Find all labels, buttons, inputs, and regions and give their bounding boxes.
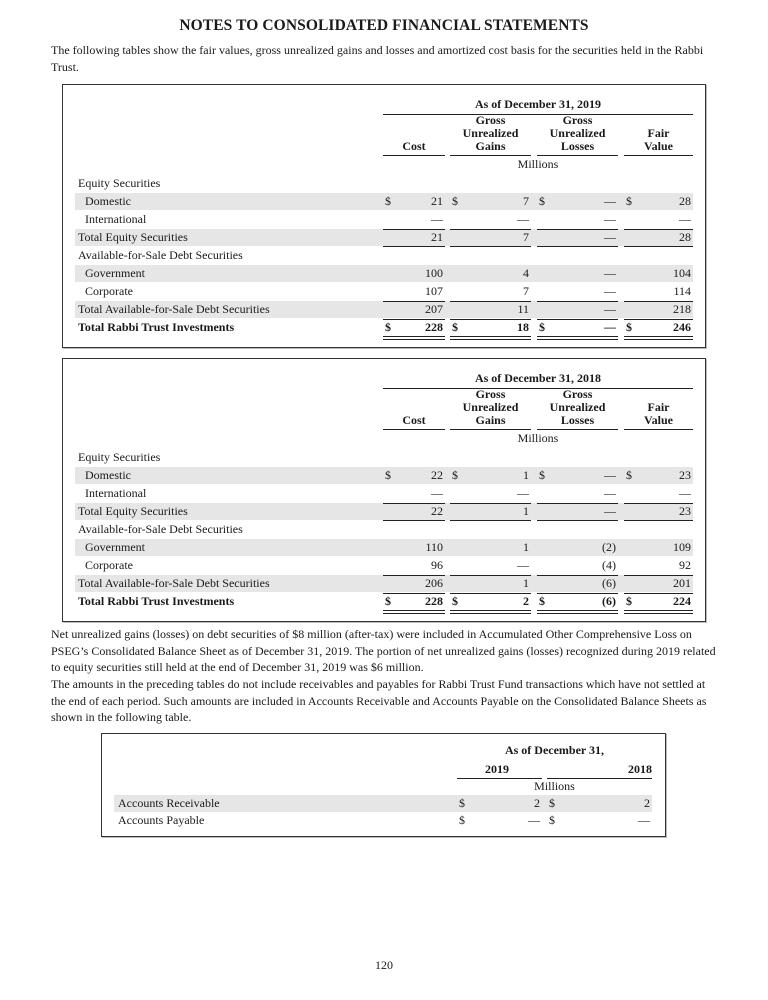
cell-cost (383, 193, 445, 210)
value-losses: — (604, 230, 616, 244)
cell-fair (624, 503, 693, 520)
total-row (75, 575, 693, 592)
row-label: Government (85, 540, 145, 554)
value-gains: 1 (523, 540, 529, 554)
section-header-row (75, 449, 693, 466)
table-row (75, 557, 693, 574)
row-label: Available-for-Sale Debt Securities (78, 248, 243, 262)
value-cost: 107 (425, 284, 443, 298)
cell-losses (537, 503, 618, 520)
col-losses-header: Gross Unrealized Losses (549, 387, 606, 427)
cell-cost (383, 319, 445, 336)
value-losses: (2) (602, 540, 616, 554)
cell-fair (624, 265, 693, 282)
value-cost: 96 (431, 558, 443, 572)
row-label: Equity Securities (78, 450, 161, 464)
dollar-sign: $ (385, 320, 391, 334)
value-gains: 2 (523, 594, 529, 608)
units-label: Millions (517, 431, 559, 445)
col-fair-header: Fair Value (644, 400, 673, 427)
dollar-sign: $ (539, 194, 545, 208)
value-gains: 1 (523, 504, 529, 518)
units-label: Millions (517, 157, 559, 171)
row-label: Equity Securities (78, 176, 161, 190)
period-header: As of December 31, (504, 743, 605, 757)
cell-losses (537, 467, 618, 484)
cell-losses (537, 229, 618, 246)
value-fair: 92 (679, 558, 691, 572)
value-losses: — (604, 504, 616, 518)
value-fair: 104 (673, 266, 691, 280)
table-row (75, 283, 693, 300)
units-label: Millions (534, 779, 575, 793)
cell-cost (383, 593, 445, 610)
dollar-sign: $ (549, 813, 555, 827)
cell-losses (537, 301, 618, 318)
cell-gains (450, 557, 531, 574)
value-cost: 207 (425, 302, 443, 316)
value-fair: 246 (673, 320, 691, 334)
value-gains: 1 (523, 468, 529, 482)
cell-fair (624, 557, 693, 574)
value-losses: — (604, 284, 616, 298)
paragraph-receivables-payables: The amounts in the preceding tables do not include receivables and payables for Rabbi Trust Fund transactions which have not settled at the end of each period. Such amounts are included in Accounts Receivable and Accounts Payable on the Consolidated Balance Sheets as shown in the following table. (51, 677, 707, 724)
row-label: Corporate (85, 284, 133, 298)
value-losses: — (604, 486, 616, 500)
value-gains: — (517, 212, 529, 226)
cell-cost (383, 229, 445, 246)
cell-fair (624, 193, 693, 210)
period-header: As of December 31, 2018 (474, 371, 602, 385)
cell-gains (450, 265, 531, 282)
table-row (75, 193, 693, 210)
cell-losses (537, 539, 618, 556)
value-cost: — (431, 486, 443, 500)
value-fair: 109 (673, 540, 691, 554)
value-losses: — (604, 320, 616, 334)
cell-gains (450, 575, 531, 592)
row-label: Corporate (85, 558, 133, 572)
col-losses-header: Gross Unrealized Losses (549, 113, 606, 153)
row-label: Domestic (85, 194, 131, 208)
dollar-sign: $ (385, 594, 391, 608)
cell-cost (383, 283, 445, 300)
dollar-sign: $ (539, 594, 545, 608)
col-gains-header: Gross Unrealized Gains (462, 387, 519, 427)
value-fair: 23 (679, 468, 691, 482)
section-header-row (75, 175, 693, 192)
page-title: NOTES TO CONSOLIDATED FINANCIAL STATEMENTS (179, 17, 589, 34)
table-row (75, 539, 693, 556)
dollar-sign: $ (459, 796, 465, 810)
row-label: Total Equity Securities (78, 504, 188, 518)
page-number: 120 (375, 958, 393, 972)
paragraph-net-unrealized: Net unrealized gains (losses) on debt securities of $8 million (after-tax) were included in Accumulated Other Comprehensive Loss on PSEG’s Consolidated Balance Sheet as of December 31, 2019. The portion of net unrealized gains (losses) recognized during 2019 related to equity securities still held at the end of December 31, 2019 was $6 million. (51, 627, 716, 674)
cell-gains (450, 467, 531, 484)
cell-losses (537, 557, 618, 574)
row-label: Total Rabbi Trust Investments (78, 594, 235, 608)
value-cost: 21 (431, 194, 443, 208)
cell-losses (537, 593, 618, 610)
dollar-sign: $ (626, 320, 632, 334)
row-label: Available-for-Sale Debt Securities (78, 522, 243, 536)
value-cost: 21 (431, 230, 443, 244)
value-losses: (6) (602, 594, 616, 608)
row-label: International (85, 212, 147, 226)
dollar-sign: $ (452, 468, 458, 482)
value-cost: 100 (425, 266, 443, 280)
value-fair: — (679, 486, 691, 500)
col-cost-header: Cost (402, 413, 426, 427)
value-cost: 206 (425, 576, 443, 590)
value-2018: — (638, 813, 650, 827)
total-row (75, 503, 693, 520)
value-fair: 114 (673, 284, 691, 298)
row-label: Government (85, 266, 145, 280)
table-row (75, 265, 693, 282)
year-2018-header: 2018 (628, 762, 652, 776)
cell-losses (537, 211, 618, 228)
value-cost: — (431, 212, 443, 226)
value-gains: 18 (517, 320, 529, 334)
dollar-sign: $ (539, 320, 545, 334)
row-label: Total Rabbi Trust Investments (78, 320, 235, 334)
cell-losses (537, 485, 618, 502)
dollar-sign: $ (385, 468, 391, 482)
cell-fair (624, 467, 693, 484)
cell-fair (624, 211, 693, 228)
value-fair: — (679, 212, 691, 226)
cell-cost (383, 211, 445, 228)
cell-losses (537, 265, 618, 282)
value-2019: 2 (534, 796, 540, 810)
cell-losses (537, 575, 618, 592)
intro-paragraph: The following tables show the fair values, gross unrealized gains and losses and amortized cost basis for the securities held in the Rabbi Trust. (51, 43, 704, 74)
cell-gains (450, 593, 531, 610)
col-fair-header: Fair Value (644, 126, 673, 153)
year-2019-header: 2019 (485, 762, 509, 776)
section-header-row (75, 247, 693, 264)
cell-fair (624, 229, 693, 246)
value-fair: 28 (679, 230, 691, 244)
cell-cost (383, 503, 445, 520)
cell-losses (537, 319, 618, 336)
col-gains-header: Gross Unrealized Gains (462, 113, 519, 153)
value-gains: 11 (517, 302, 529, 316)
value-gains: 7 (523, 284, 529, 298)
cell-gains (450, 193, 531, 210)
row-label: Total Available-for-Sale Debt Securities (78, 576, 270, 590)
cell-cost (383, 301, 445, 318)
value-cost: 22 (431, 468, 443, 482)
cell-fair (624, 539, 693, 556)
value-fair: 218 (673, 302, 691, 316)
cell-fair (624, 301, 693, 318)
value-fair: 23 (679, 504, 691, 518)
cell-gains (450, 283, 531, 300)
cell-gains (450, 319, 531, 336)
value-losses: — (604, 468, 616, 482)
cell-fair (624, 319, 693, 336)
total-row (75, 319, 693, 336)
cell-losses (537, 193, 618, 210)
value-fair: 224 (673, 594, 691, 608)
dollar-sign: $ (539, 468, 545, 482)
table-row (75, 467, 693, 484)
value-losses: — (604, 266, 616, 280)
dollar-sign: $ (452, 320, 458, 334)
table-row (75, 485, 693, 502)
rabbi-trust-table-2018 (62, 358, 706, 622)
value-gains: 4 (523, 266, 529, 280)
row-label: Accounts Receivable (118, 796, 220, 810)
table-row (75, 211, 693, 228)
dollar-sign: $ (626, 594, 632, 608)
value-gains: 7 (523, 194, 529, 208)
col-cost-header: Cost (402, 139, 426, 153)
cell-gains (450, 229, 531, 246)
row-label: International (85, 486, 147, 500)
cell-gains (450, 485, 531, 502)
value-losses: (6) (602, 576, 616, 590)
value-gains: — (517, 558, 529, 572)
value-gains: 7 (523, 230, 529, 244)
dollar-sign: $ (549, 796, 555, 810)
table-row (114, 795, 652, 812)
total-row (75, 229, 693, 246)
receivables-payables-table (101, 733, 666, 837)
cell-cost (383, 539, 445, 556)
value-gains: 1 (523, 576, 529, 590)
section-header-row (75, 521, 693, 538)
value-losses: — (604, 212, 616, 226)
dollar-sign: $ (459, 813, 465, 827)
value-cost: 228 (425, 594, 443, 608)
period-header: As of December 31, 2019 (474, 97, 602, 111)
value-losses: (4) (602, 558, 616, 572)
value-gains: — (517, 486, 529, 500)
total-row (75, 301, 693, 318)
cell-fair (624, 485, 693, 502)
cell-cost (383, 575, 445, 592)
value-2019: — (528, 813, 540, 827)
row-label: Domestic (85, 468, 131, 482)
row-label: Total Available-for-Sale Debt Securities (78, 302, 270, 316)
value-fair: 28 (679, 194, 691, 208)
cell-cost (383, 557, 445, 574)
value-fair: 201 (673, 576, 691, 590)
cell-fair (624, 575, 693, 592)
cell-gains (450, 301, 531, 318)
dollar-sign: $ (626, 194, 632, 208)
rabbi-trust-table-2019 (62, 84, 706, 348)
cell-gains (450, 211, 531, 228)
cell-cost (383, 485, 445, 502)
value-losses: — (604, 302, 616, 316)
total-row (75, 593, 693, 610)
dollar-sign: $ (452, 594, 458, 608)
cell-fair (624, 283, 693, 300)
dollar-sign: $ (452, 194, 458, 208)
value-cost: 22 (431, 504, 443, 518)
value-cost: 228 (425, 320, 443, 334)
cell-cost (383, 265, 445, 282)
dollar-sign: $ (626, 468, 632, 482)
cell-gains (450, 503, 531, 520)
table-row (114, 812, 652, 829)
value-cost: 110 (425, 540, 443, 554)
cell-cost (383, 467, 445, 484)
row-label: Accounts Payable (118, 813, 205, 827)
value-2018: 2 (644, 796, 650, 810)
dollar-sign: $ (385, 194, 391, 208)
cell-fair (624, 593, 693, 610)
cell-losses (537, 283, 618, 300)
value-losses: — (604, 194, 616, 208)
cell-gains (450, 539, 531, 556)
row-label: Total Equity Securities (78, 230, 188, 244)
